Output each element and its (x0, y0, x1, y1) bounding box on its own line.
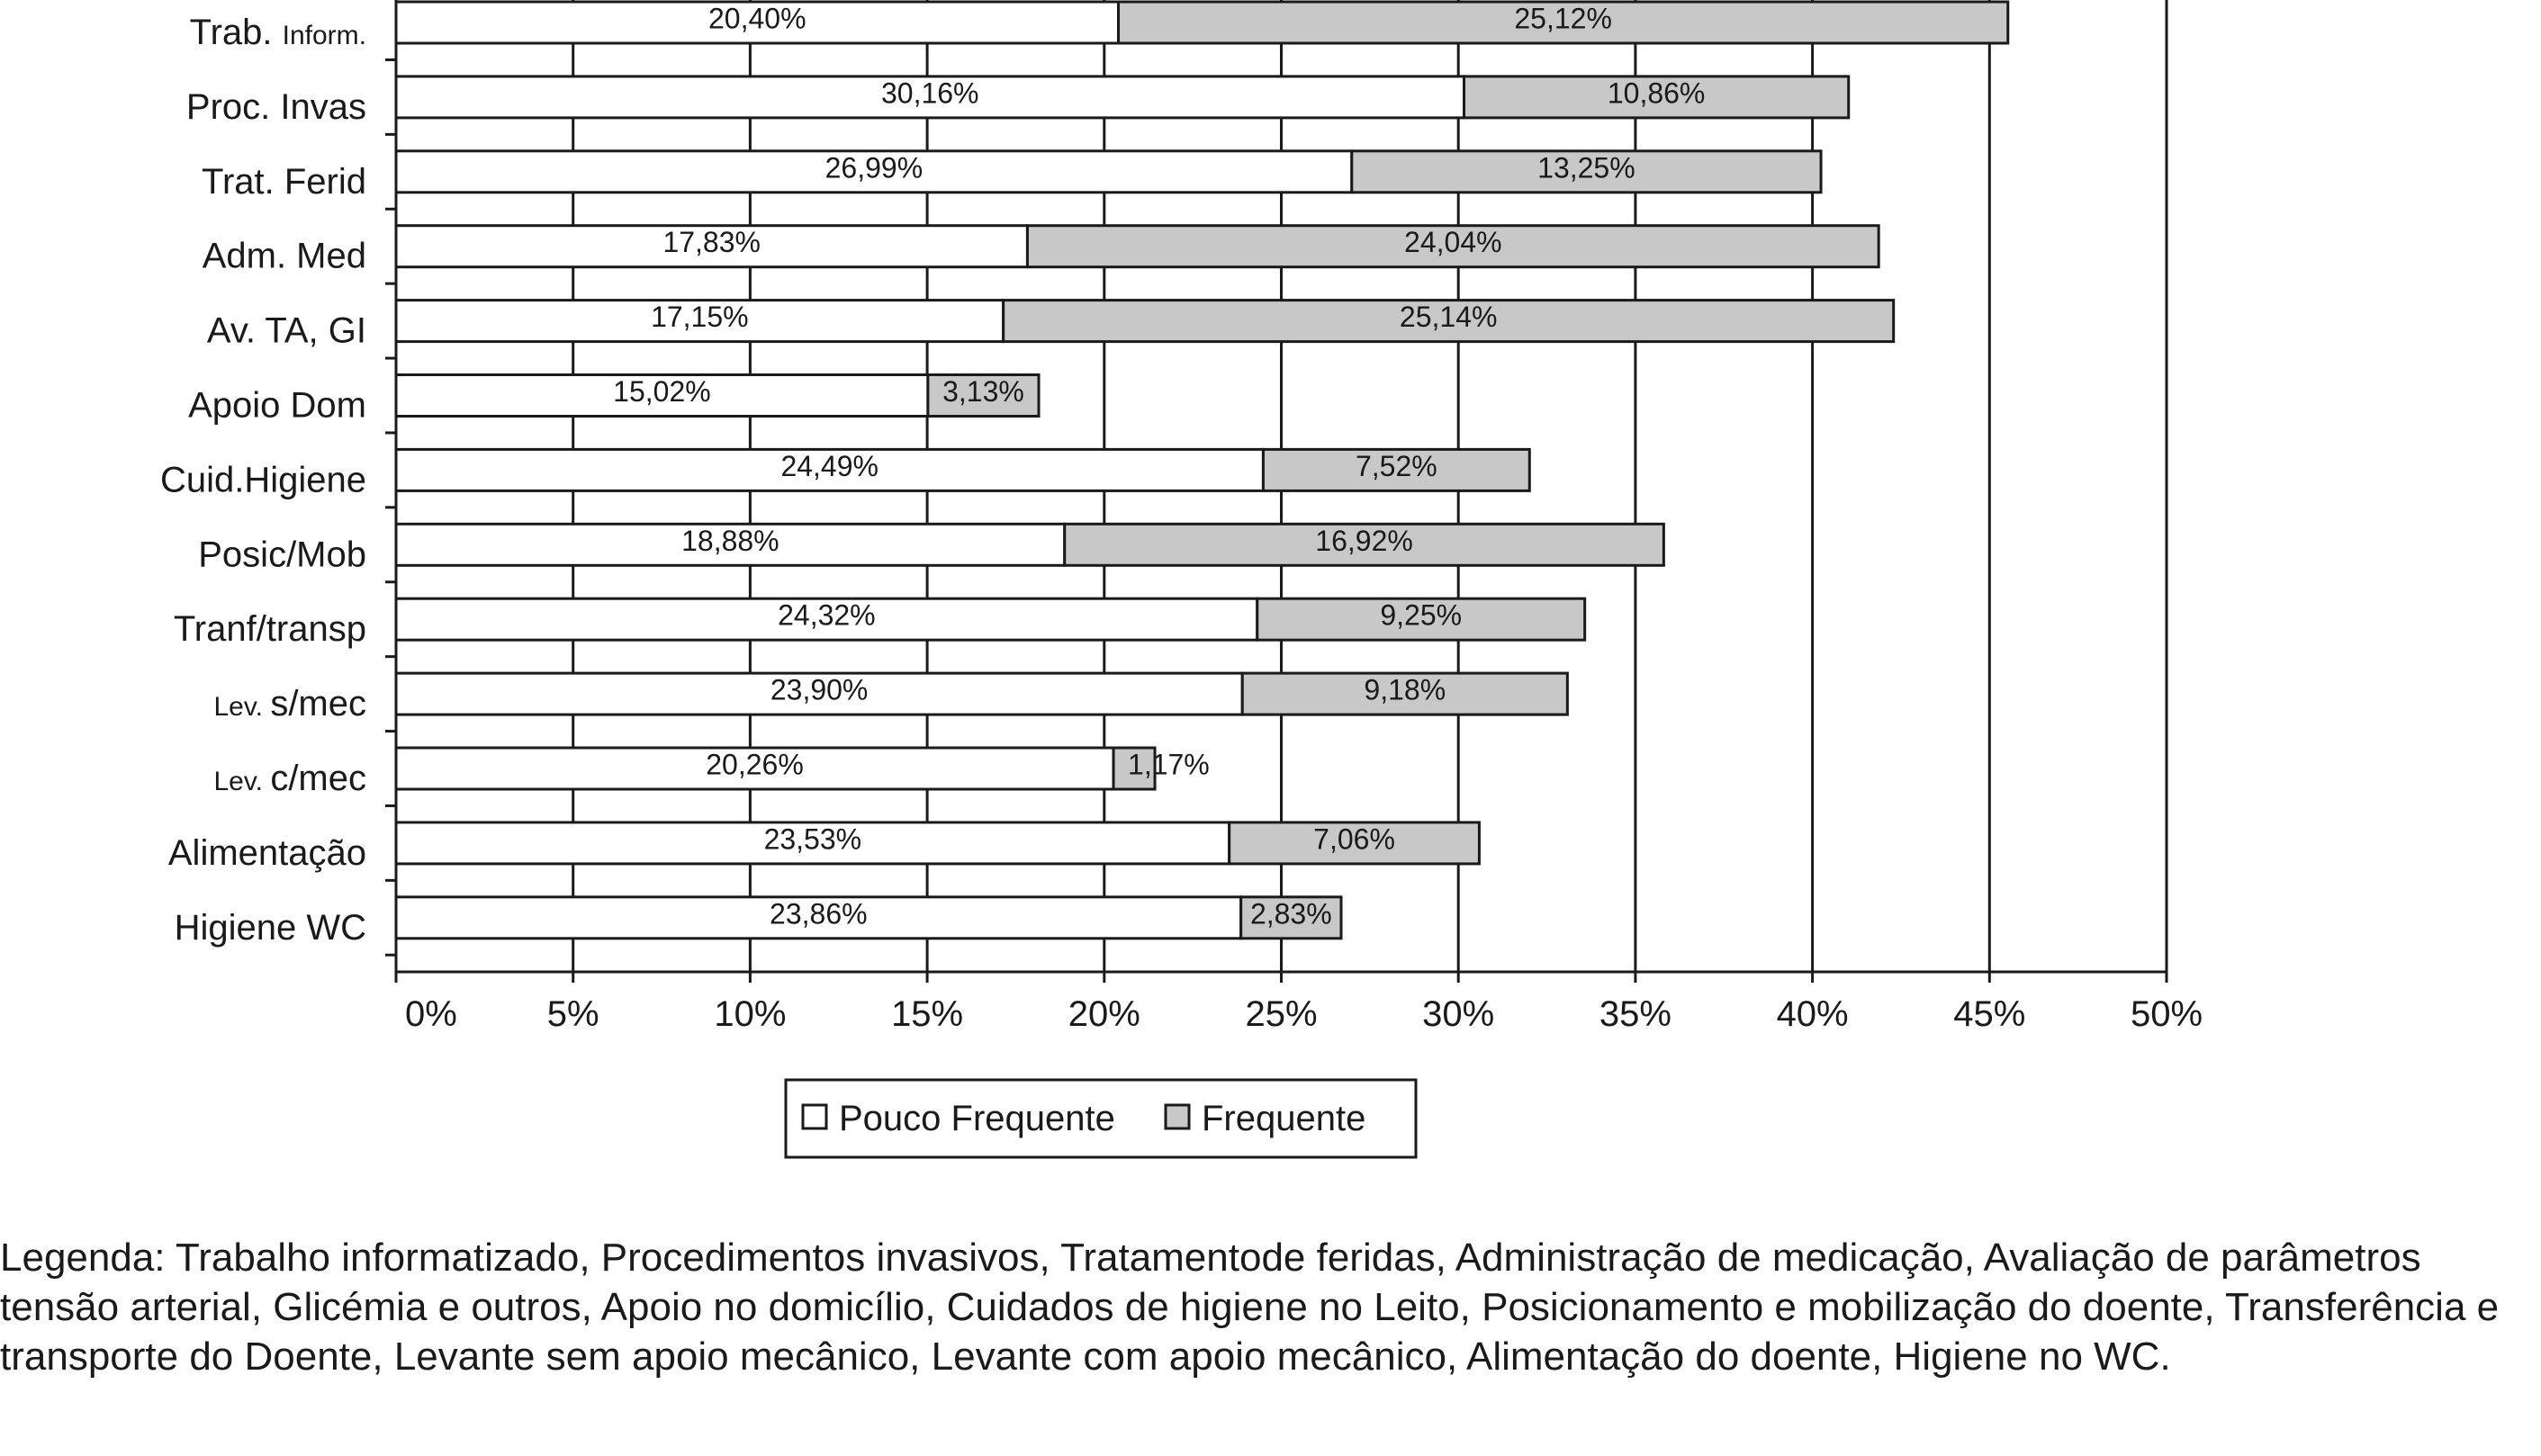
bar-label-frequente: 16,92% (1315, 524, 1413, 557)
category-label: Posic/Mob (198, 535, 366, 575)
category-label: Lev. c/mec (213, 759, 366, 798)
bar-label-frequente: 9,25% (1380, 598, 1463, 632)
x-tick-label: 35% (1599, 994, 1671, 1034)
x-tick-label: 0% (405, 994, 457, 1034)
bar-label-frequente: 1,17% (1128, 748, 1210, 781)
bar-label-pouco-frequente: 15,02% (613, 374, 711, 408)
category-label: Proc. Invas (185, 86, 366, 127)
bar-label-pouco-frequente: 18,88% (681, 524, 779, 557)
bar-label-frequente: 24,04% (1404, 226, 1502, 259)
category-label: Alimentação (167, 832, 366, 873)
bar-label-frequente: 7,06% (1313, 822, 1395, 856)
x-tick-label: 40% (1776, 994, 1849, 1034)
category-label: Lev. s/mec (213, 684, 366, 724)
bar-label-pouco-frequente: 24,32% (778, 598, 876, 632)
legend (786, 1080, 1416, 1157)
bar-label-pouco-frequente: 23,86% (770, 897, 868, 930)
bar-label-pouco-frequente: 20,26% (706, 748, 804, 781)
x-tick-label: 15% (891, 994, 964, 1034)
figure-caption: Legenda: Trabalho informatizado, Procedimentos invasivos, Tratamentode feridas, Administração de medicação, Avaliação de parâmetros tensão arterial, Glicémia e outros, Apoio no domicílio, Cuidados de higiene no Leito, Posicionamento e mobilização do doente, Transferência e transporte do Doente, Levante sem apoio mecânico, Levante com apoio mecânico, Alimentação do doente, Higiene no WC. (0, 1236, 2500, 1379)
category-labels (160, 13, 366, 948)
category-label: Av. TA, GI (206, 310, 366, 351)
x-tick-label: 10% (714, 994, 787, 1034)
category-label: Apoio Dom (188, 385, 366, 426)
category-label: Trat. Ferid (202, 161, 366, 202)
category-label: Cuid.Higiene (159, 460, 366, 500)
bar-label-frequente: 25,12% (1514, 2, 1612, 35)
category-label: Adm. Med (202, 236, 366, 276)
x-tick-label: 30% (1422, 994, 1495, 1034)
bar-label-pouco-frequente: 17,15% (651, 301, 749, 334)
bar-label-pouco-frequente: 30,16% (880, 76, 979, 110)
legend-swatch-frequente (1166, 1105, 1189, 1128)
bar-label-pouco-frequente: 17,83% (662, 226, 761, 259)
bar-label-frequente: 13,25% (1537, 151, 1635, 184)
bar-label-frequente: 2,83% (1249, 897, 1332, 930)
bar-label-frequente: 25,14% (1399, 301, 1498, 334)
x-tick-label: 20% (1068, 994, 1140, 1034)
bar-label-frequente: 3,13% (942, 374, 1024, 408)
x-tick-label: 5% (546, 994, 599, 1034)
bar-label-pouco-frequente: 20,40% (708, 2, 806, 35)
x-tick-label: 50% (2130, 994, 2203, 1034)
bar-label-frequente: 7,52% (1355, 449, 1437, 482)
legend-label-pouco-frequente: Pouco Frequente (839, 1099, 1115, 1138)
bar-label-frequente: 9,18% (1364, 673, 1446, 706)
category-label: Tranf/transp (173, 609, 366, 650)
category-label: Trab. Inform. (189, 13, 366, 52)
bars (396, 2, 2008, 939)
bar-label-frequente: 10,86% (1607, 76, 1706, 110)
bar-label-pouco-frequente: 24,49% (780, 449, 879, 482)
x-tick-label: 45% (1953, 994, 2026, 1034)
category-label: Higiene WC (174, 907, 366, 948)
legend-swatch-pouco-frequente (803, 1105, 826, 1128)
legend-label-frequente: Frequente (1202, 1099, 1366, 1138)
bar-label-pouco-frequente: 23,53% (763, 822, 862, 856)
bar-label-pouco-frequente: 23,90% (770, 673, 869, 706)
x-tick-label: 25% (1245, 994, 1318, 1034)
bar-label-pouco-frequente: 26,99% (824, 151, 924, 184)
